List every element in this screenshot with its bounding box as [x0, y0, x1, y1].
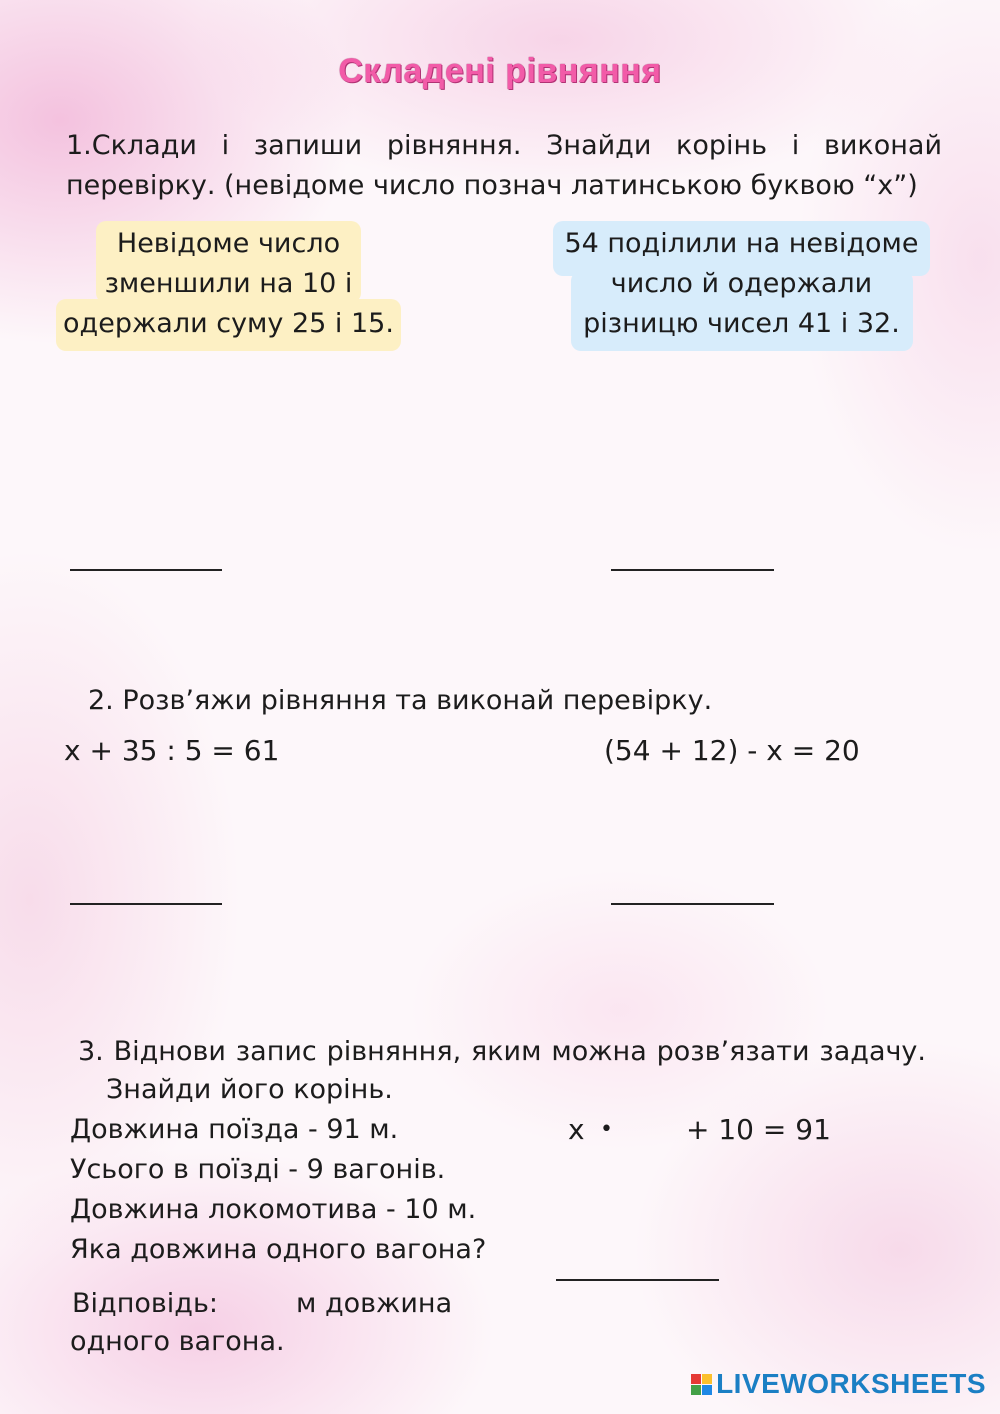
answer-blank[interactable]	[220, 1286, 288, 1322]
task2-equation-left: х + 35 : 5 = 61	[64, 734, 280, 767]
box-left-line2: зменшили на 10 і	[104, 268, 353, 299]
answer-unit: м довжина	[296, 1288, 453, 1319]
task3-equation-x: х	[568, 1113, 585, 1146]
task1-answer-line-right[interactable]	[611, 569, 774, 571]
task2-equation-right: (54 + 12) - х = 20	[604, 734, 860, 767]
box-left-line1: Невідоме число	[116, 228, 341, 259]
task1-answer-line-left[interactable]	[70, 569, 222, 571]
condition-question: Яка довжина одного вагона?	[70, 1234, 487, 1265]
answer-label: Відповідь:	[72, 1288, 218, 1319]
task3-equation-dot: •	[600, 1117, 613, 1142]
task3-instruction-line2: Знайди його корінь.	[106, 1074, 393, 1105]
task1-instruction-line1: 1.Склади і запиши рівняння. Знайди корінь і виконай	[66, 130, 942, 161]
box-right-line1: 54 поділили на невідоме	[564, 228, 919, 259]
task2-instruction: 2. Розв’яжи рівняння та виконай перевірку.	[88, 685, 713, 716]
task3-equation-rest: + 10 = 91	[686, 1113, 831, 1146]
liveworksheets-icon	[691, 1374, 712, 1395]
task1-instruction-line2: перевірку. (невідоме число познач латинською буквою “х”)	[66, 170, 918, 201]
task3-conditions	[70, 1110, 486, 1270]
task3-answer-line[interactable]	[556, 1279, 719, 1281]
answer-line2: одного вагона.	[70, 1326, 285, 1357]
box-right-line3: різницю чисел 41 і 32.	[583, 308, 900, 339]
condition-locomotive-length: Довжина локомотива - 10 м.	[70, 1194, 477, 1225]
brand-text: LIVEWORKSHEETS	[716, 1368, 986, 1399]
page-title: Складені рівняння	[338, 52, 662, 90]
task2-answer-line-left[interactable]	[70, 903, 222, 905]
task2-answer-line-right[interactable]	[611, 903, 774, 905]
liveworksheets-logo	[691, 1368, 986, 1400]
box-left-line3: одержали суму 25 і 15.	[63, 308, 394, 339]
box-right-line2: число й одержали	[610, 268, 873, 299]
condition-wagon-count: Усього в поїзді - 9 вагонів.	[70, 1154, 446, 1185]
task3-equation-blank[interactable]	[622, 1112, 678, 1148]
task3-instruction-line1: 3. Віднови запис рівняння, яким можна розв’язати задачу.	[78, 1036, 926, 1067]
condition-train-length: Довжина поїзда - 91 м.	[70, 1114, 399, 1145]
